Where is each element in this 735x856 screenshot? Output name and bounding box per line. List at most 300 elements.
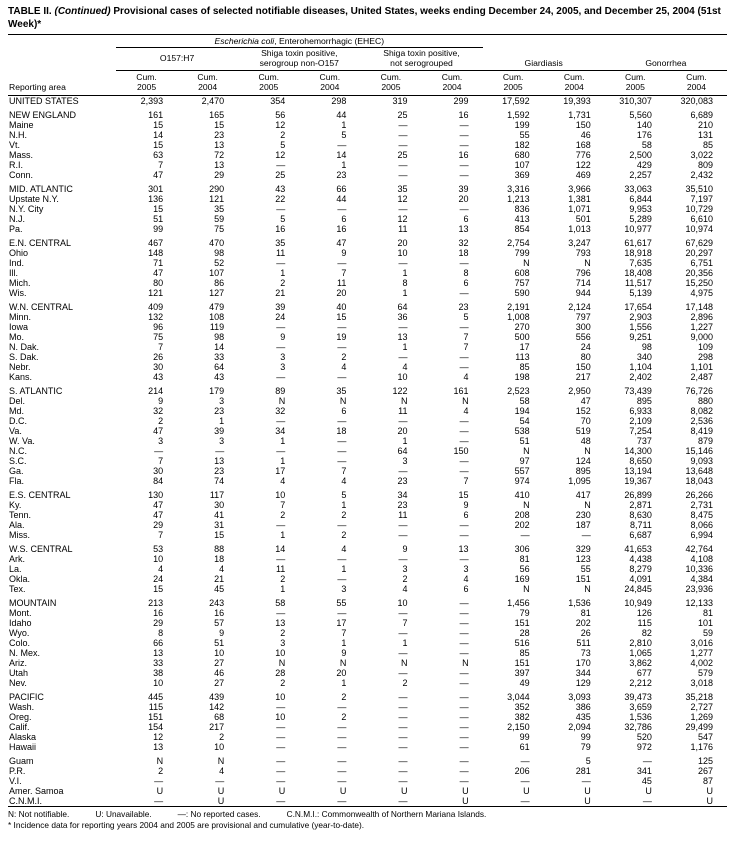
value-cell: — [459,627,469,638]
table-row [8,140,727,150]
value-cell: 2,727 [690,701,713,712]
value-cell: 136 [148,193,164,204]
value-cell: N [584,257,591,268]
value-cell: 47 [336,237,347,248]
value-cell: — [276,203,286,214]
value-cell: — [398,731,408,742]
value-cell: 1,277 [690,647,713,658]
value-cell: 7 [341,267,347,278]
value-cell: 55 [580,563,591,574]
value-cell: 10,974 [685,223,713,234]
value-cell: 23 [214,465,225,476]
value-cell: 13 [214,455,225,466]
reporting-area-cell: Iowa [9,321,29,332]
value-cell: 417 [575,489,591,500]
value-cell: 109 [697,341,713,352]
value-cell: — [154,775,164,786]
value-cell: 107 [209,267,225,278]
value-cell: — [459,465,469,476]
reporting-area-cell: La. [9,563,22,574]
value-cell: 793 [575,247,591,258]
value-cell: 23 [397,475,408,486]
reporting-area-cell: Pa. [9,223,23,234]
value-cell: 17,654 [624,301,652,312]
value-cell: 5,289 [629,213,652,224]
value-cell: 39,473 [624,691,652,702]
value-cell: 13 [458,543,469,554]
value-cell: 85 [519,647,530,658]
value-cell: 12 [153,731,164,742]
value-cell: 1,095 [568,475,591,486]
value-cell: 10 [397,247,408,258]
value-cell: 55 [336,597,347,608]
table-title-text: Provisional cases of selected notifiable diseases, United States, weeks ending December 24, 2005, and December 25, 2004 (51st Week)* [8,6,721,30]
value-cell: 96 [153,321,164,332]
value-cell: 15 [214,529,225,540]
value-cell: 58 [275,597,286,608]
value-cell: — [581,529,591,540]
table-row [8,416,727,426]
value-cell: 35 [336,385,347,396]
reporting-area-cell: D.C. [9,415,27,426]
cum-year-header-cell: Cum. 2004 [544,70,605,95]
reporting-area-cell: S.C. [9,455,27,466]
value-cell: 66 [336,183,347,194]
value-cell: 2,896 [690,311,713,322]
value-cell: U [462,795,469,806]
value-cell: 47 [153,509,164,520]
value-cell: 547 [697,731,713,742]
value-cell: 154 [148,721,164,732]
table-row [8,322,727,332]
value-cell: 714 [575,277,591,288]
reporting-area-cell: W. Va. [9,435,35,446]
reporting-area-cell: Miss. [9,529,30,540]
table-row [8,776,727,786]
value-cell: 410 [514,489,530,500]
value-cell: 84 [153,475,164,486]
value-cell: N [278,657,286,668]
table-row [8,692,727,702]
value-cell: — [398,553,408,564]
value-cell: U [523,785,530,796]
table-row [8,170,727,180]
value-cell: — [276,607,286,618]
value-cell: 413 [514,213,530,224]
value-cell: 70 [580,415,591,426]
value-cell: — [459,435,469,446]
value-cell: 10 [275,691,286,702]
value-cell: 2,536 [690,415,713,426]
value-cell: — [459,529,469,540]
reporting-area-cell: Vt. [9,139,21,150]
value-cell: 39 [214,425,225,436]
reporting-area-cell: Alaska [9,731,37,742]
reporting-area-cell: Ind. [9,257,25,268]
value-cell: — [398,741,408,752]
value-cell: 737 [636,435,652,446]
value-cell: — [581,775,591,786]
value-cell: 9 [341,247,347,258]
value-cell: 82 [641,627,652,638]
value-cell: 281 [575,765,591,776]
value-cell: 2,150 [507,721,530,732]
value-cell: 73,439 [624,385,652,396]
value-cell: 6,844 [629,193,652,204]
value-cell: — [398,647,408,658]
value-cell: 99 [519,731,530,742]
value-cell: 2 [280,627,286,638]
value-cell: U [278,785,286,796]
value-cell: 4,002 [690,657,713,668]
value-cell: 429 [636,159,652,170]
reporting-area-cell: E.S. CENTRAL [9,489,71,500]
value-cell: — [337,455,347,466]
value-cell: 10 [397,371,408,382]
value-cell: — [520,755,530,766]
value-cell: — [337,775,347,786]
value-cell: — [459,415,469,426]
value-cell: 5,139 [629,287,652,298]
value-cell: N [523,583,530,594]
value-cell: — [459,455,469,466]
footnotes [8,809,727,831]
value-cell: 1,008 [507,311,530,322]
value-cell: — [337,701,347,712]
value-cell: 26,899 [624,489,652,500]
value-cell: — [276,321,286,332]
value-cell: 230 [575,509,591,520]
value-cell: 1 [402,435,408,446]
value-cell: 125 [697,755,713,766]
value-cell: — [459,741,469,752]
value-cell: 4 [341,475,347,486]
value-cell: 15 [336,311,347,322]
table-row [8,756,727,766]
shiga-non-o157-header [238,48,360,71]
value-cell: 9 [219,627,225,638]
reporting-area-cell: Colo. [9,637,31,648]
value-cell: — [337,203,347,214]
value-cell: 799 [514,247,530,258]
value-cell: 39 [458,183,469,194]
value-cell: 217 [575,371,591,382]
value-cell: 3 [219,395,225,406]
value-cell: 148 [148,247,164,258]
value-cell: 17 [336,617,347,628]
value-cell: 14 [336,149,347,160]
value-cell: 199 [514,119,530,130]
value-cell: 16 [214,607,225,618]
value-cell: 557 [514,465,530,476]
table-row [8,160,727,170]
value-cell: 4 [463,573,469,584]
value-cell: 6 [463,583,469,594]
reporting-area-cell: N.J. [9,213,26,224]
value-cell: 15 [214,119,225,130]
table-row [8,110,727,120]
value-cell: 25 [275,169,286,180]
value-cell: 6 [463,509,469,520]
value-cell: 71 [153,257,164,268]
value-cell: 11 [275,563,286,574]
value-cell: 132 [148,311,164,322]
value-cell: 7 [158,455,164,466]
value-cell: 17,592 [502,95,530,106]
value-cell: 29,499 [685,721,713,732]
value-cell: 28 [519,627,530,638]
value-cell: 1,227 [690,321,713,332]
value-cell: — [337,573,347,584]
legend-item: U: Unavailable. [95,808,152,819]
value-cell: 8,650 [629,455,652,466]
reporting-area-cell: Ariz. [9,657,27,668]
gonorrhea-header: Gonorrhea [605,35,727,71]
value-cell: 32 [153,405,164,416]
value-cell: 79 [580,741,591,752]
cum-year-header-cell: Cum. 2004 [177,70,238,95]
value-cell: 113 [515,351,530,362]
value-cell: — [398,529,408,540]
table-row [8,238,727,248]
value-cell: 11 [398,405,408,416]
reporting-area-cell: Md. [9,405,25,416]
table-title-continued: (Continued) [54,6,111,17]
table-row [8,712,727,722]
value-cell: 879 [697,435,713,446]
value-cell: 51 [519,435,530,446]
value-cell: 4 [341,543,347,554]
value-cell: 4,438 [629,553,652,564]
value-cell: 10,729 [685,203,713,214]
value-cell: 20 [397,425,408,436]
table-row [8,786,727,796]
value-cell: — [337,731,347,742]
reporting-area-cell: MOUNTAIN [9,597,57,608]
value-cell: 23,936 [685,583,713,594]
value-cell: 55 [519,129,530,140]
value-cell: 49 [519,677,530,688]
value-cell: 152 [575,405,591,416]
value-cell: — [642,795,652,806]
value-cell: 41,653 [624,543,652,554]
value-cell: 369 [514,169,530,180]
value-cell: 75 [214,223,225,234]
value-cell: 21 [275,287,286,298]
value-cell: 3 [219,435,225,446]
reporting-area-cell: Conn. [9,169,34,180]
value-cell: — [398,711,408,722]
value-cell: 107 [514,159,530,170]
value-cell: 2,402 [629,371,652,382]
value-cell: 1,456 [507,597,530,608]
value-cell: — [276,755,286,766]
value-cell: 2,871 [629,499,652,510]
value-cell: — [337,415,347,426]
reporting-area-cell: Minn. [9,311,32,322]
reporting-area-cell: W.N. CENTRAL [9,301,74,312]
reporting-area-cell: Fla. [9,475,25,486]
value-cell: 23 [397,499,408,510]
value-cell: — [276,795,286,806]
value-cell: 85 [702,139,713,150]
value-cell: 108 [209,311,225,322]
value-cell: — [459,351,469,362]
value-cell: — [337,721,347,732]
value-cell: 165 [209,109,225,120]
value-cell: 7 [341,627,347,638]
value-cell: 290 [209,183,225,194]
value-cell: 53 [153,543,164,554]
value-cell: 30 [153,361,164,372]
value-cell: 6,610 [690,213,713,224]
value-cell: 4,384 [690,573,713,584]
value-cell: — [398,765,408,776]
value-cell: 13,648 [685,465,713,476]
value-cell: 182 [514,139,530,150]
table-row [8,500,727,510]
reporting-area-cell: Mo. [9,331,25,342]
value-cell: 7 [341,465,347,476]
value-cell: 20,356 [685,267,713,278]
value-cell: — [459,119,469,130]
value-cell: 8 [402,277,408,288]
value-cell: — [276,553,286,564]
value-cell: 19,367 [624,475,652,486]
value-cell: U [339,785,347,796]
reporting-area-cell: S. Dak. [9,351,39,362]
table-row [8,490,727,500]
table-row [8,678,727,688]
giardiasis-header: Giardiasis [483,35,605,71]
value-cell: 298 [331,95,347,106]
value-cell: — [276,701,286,712]
value-cell: 809 [697,159,713,170]
value-cell: 101 [697,617,713,628]
value-cell: 3,044 [507,691,530,702]
notifiable-diseases-table [8,34,727,807]
value-cell: — [459,169,469,180]
footnote-note: * Incidence data for reporting years 2004 and 2005 are provisional and cumulative (year-to-date). [8,819,365,830]
table-title [8,5,727,31]
reporting-area-cell: N. Dak. [9,341,40,352]
value-cell: 151 [575,573,591,584]
value-cell: N [462,395,469,406]
value-cell: — [459,597,469,608]
value-cell: 31 [214,519,225,530]
value-cell: 1 [219,415,225,426]
value-cell: — [459,257,469,268]
value-cell: 176 [636,129,652,140]
reporting-area-cell: UNITED STATES [9,95,79,106]
value-cell: — [154,795,164,806]
value-cell: 4,975 [690,287,713,298]
reporting-area-cell: MID. ATLANTIC [9,183,73,194]
value-cell: 68 [214,711,225,722]
reporting-area-cell: Va. [9,425,22,436]
value-cell: 44 [336,109,347,120]
value-cell: 2 [158,765,164,776]
table-row [8,668,727,678]
value-cell: 8,630 [629,509,652,520]
value-cell: 18,408 [624,267,652,278]
value-cell: 2,212 [629,677,652,688]
value-cell: 115 [148,701,164,712]
value-cell: 7 [158,341,164,352]
value-cell: 12 [275,119,286,130]
value-cell: 47 [153,425,164,436]
value-cell: 1 [341,637,347,648]
table-row [8,352,727,362]
value-cell: 15 [153,139,164,150]
value-cell: 579 [697,667,713,678]
table-row [8,268,727,278]
value-cell: — [459,731,469,742]
value-cell: 19,393 [563,95,591,106]
value-cell: — [276,341,286,352]
value-cell: N [584,445,591,456]
table-row [8,426,727,436]
reporting-area-cell: W.S. CENTRAL [9,543,73,554]
table-title-prefix: TABLE II. [8,6,55,17]
value-cell: 130 [148,489,164,500]
reporting-area-cell: Amer. Samoa [9,785,64,796]
value-cell: 85 [519,361,530,372]
value-cell: 8,475 [690,509,713,520]
value-cell: 3 [280,351,286,362]
value-cell: 3 [402,563,408,574]
value-cell: — [459,677,469,688]
value-cell: 22 [275,193,286,204]
value-cell: 516 [514,637,530,648]
value-cell: 61,617 [624,237,652,248]
value-cell: 520 [636,731,652,742]
value-cell: 151 [514,657,530,668]
value-cell: 519 [575,425,591,436]
value-cell: 10 [214,741,225,752]
value-cell: 81 [702,607,713,618]
value-cell: 20 [458,193,469,204]
value-cell: 33 [153,657,164,668]
reporting-area-cell: V.I. [9,775,22,786]
value-cell: 18,043 [685,475,713,486]
value-cell: U [462,785,469,796]
value-cell: 7 [280,499,286,510]
value-cell: 11 [398,223,408,234]
value-cell: 435 [575,711,591,722]
value-cell: 16 [275,223,286,234]
value-cell: — [276,371,286,382]
value-cell: 47 [153,267,164,278]
value-cell: 12 [397,213,408,224]
table-row [8,638,727,648]
reporting-area-cell: N.C. [9,445,27,456]
value-cell: 2,191 [507,301,530,312]
value-cell: 202 [514,519,530,530]
value-cell: 8 [463,267,469,278]
value-cell: 3 [402,455,408,466]
value-cell: — [459,607,469,618]
value-cell: — [398,119,408,130]
reporting-area-cell: N.H. [9,129,27,140]
value-cell: 1 [341,499,347,510]
value-cell: 79 [519,607,530,618]
table-row [8,702,727,712]
value-cell: N [462,657,469,668]
value-cell: 64 [397,301,408,312]
value-cell: 13,194 [624,465,652,476]
value-cell: 8 [158,627,164,638]
